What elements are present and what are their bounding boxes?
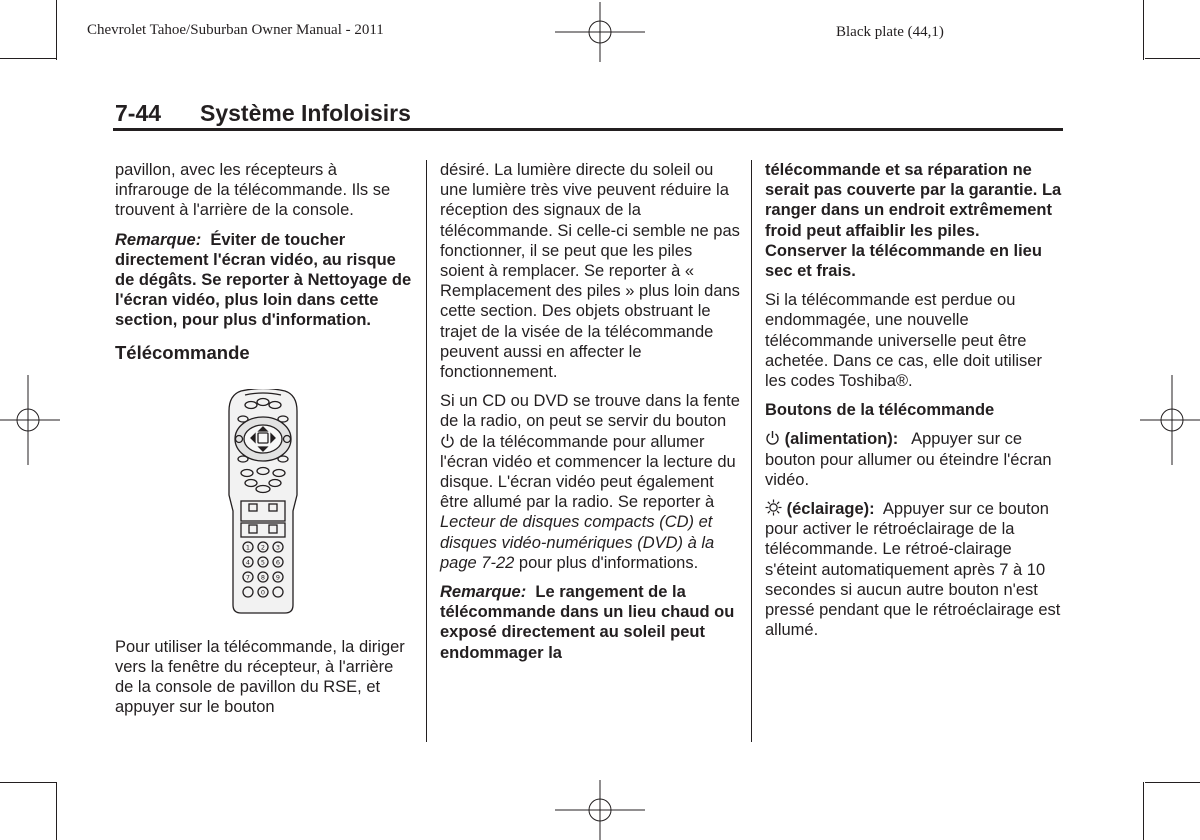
paragraph: pavillon, avec les récepteurs à infrarouge de la télécommande. Ils se trouvent à l'arrière de la console. xyxy=(115,161,391,220)
cross-reference-link[interactable]: Lecteur de disques compacts (CD) et disques vidéo-numériques (DVD) à la page 7-22 xyxy=(440,513,715,572)
keypad-label: 0 xyxy=(260,588,266,597)
keypad-label: 2 xyxy=(260,543,266,552)
note xyxy=(440,582,740,663)
remote-control-illustration xyxy=(227,389,299,615)
plate-label: Black plate (44,1) xyxy=(836,24,944,40)
keypad-label: 9 xyxy=(275,573,281,582)
column-1 xyxy=(115,160,415,727)
button-label: (alimentation): xyxy=(784,430,899,449)
paragraph-text: pour plus d'informations. xyxy=(518,553,699,572)
note-continued: télécommande et sa réparation ne serait pas couverte par la garantie. La ranger dans un endroit extrêmement froid peut affaiblir les piles. Conserver la télécommande en lieu sec et frais. xyxy=(765,161,1062,281)
column-divider xyxy=(426,160,427,742)
button-description xyxy=(765,429,1065,490)
paragraph-text: Si un CD ou DVD se trouve dans la fente de la radio, on peut se servir du bouton xyxy=(440,392,740,431)
page-number: 7-44 xyxy=(115,100,162,126)
paragraph: Si la télécommande est perdue ou endommagée, une nouvelle télécommande universelle peut être achetée. Dans ce cas, elle doit utiliser les codes Toshiba®. xyxy=(765,291,1042,391)
section-heading: Télécommande xyxy=(115,341,250,363)
column-3 xyxy=(765,160,1065,649)
note-label: Remarque: xyxy=(115,230,202,249)
title-rule xyxy=(113,128,1063,131)
power-icon xyxy=(765,430,780,446)
keypad-label: 5 xyxy=(260,558,266,567)
light-icon xyxy=(765,499,782,516)
keypad-label: 6 xyxy=(275,558,281,567)
keypad-label: 7 xyxy=(245,573,251,582)
paragraph-text: de la télécommande pour allumer l'écran vidéo et commencer la lecture du disque. L'écran vidéo peut également être allumé par la radio. Se reporter à xyxy=(440,432,736,512)
paragraph: désiré. La lumière directe du soleil ou une lumière très vive peuvent réduire la réception des signaux de la télécommande. Si celle-ci semble ne pas fonctionner, il se peut que les piles soient à remplacer. Se reporter à « Remplacement des piles » plus loin dans cette section. Des objets obstruant le trajet de la visée de la télécommande peuvent aussi en affecter le fonctionnement. xyxy=(440,161,740,382)
keypad-label: 3 xyxy=(275,543,281,552)
keypad-label: 8 xyxy=(260,573,266,582)
button-text: Appuyer sur ce bouton pour activer le rétroéclairage de la télécommande. Le rétroé-clairage s'éteint automatiquement après 7 à 10 secondes si aucun autre bouton n'est pressé pendant que le rétroéclairage est allumé. xyxy=(765,500,1061,640)
note-label: Remarque: xyxy=(440,583,527,602)
column-2 xyxy=(440,160,740,672)
power-icon xyxy=(440,433,455,449)
manual-title: Chevrolet Tahoe/Suburban Owner Manual - 2011 xyxy=(87,22,384,38)
paragraph: Pour utiliser la télécommande, la diriger vers la fenêtre du récepteur, à l'arrière de la console de pavillon du RSE, et appuyer sur le bouton xyxy=(115,637,405,717)
subsection-heading: Boutons de la télécommande xyxy=(765,401,995,420)
button-label: (éclairage): xyxy=(786,500,875,519)
note-text: Le rangement de la télécommande dans un lieu chaud ou exposé directement au soleil peut endommager la xyxy=(440,583,735,662)
keypad-label: 1 xyxy=(245,543,251,552)
keypad-label: 4 xyxy=(245,558,251,567)
note-text: Éviter de toucher directement l'écran vidéo, au risque de dégâts. Se reporter à Nettoyage de l'écran vidéo, plus loin dans cette section, pour plus d'information. xyxy=(115,230,412,330)
paragraph xyxy=(440,391,740,573)
button-description xyxy=(765,499,1065,640)
note xyxy=(115,230,415,331)
column-divider xyxy=(751,160,752,742)
button-text: Appuyer sur ce bouton pour allumer ou éteindre l'écran vidéo. xyxy=(765,430,1052,489)
page-title: Système Infoloisirs xyxy=(200,100,411,126)
